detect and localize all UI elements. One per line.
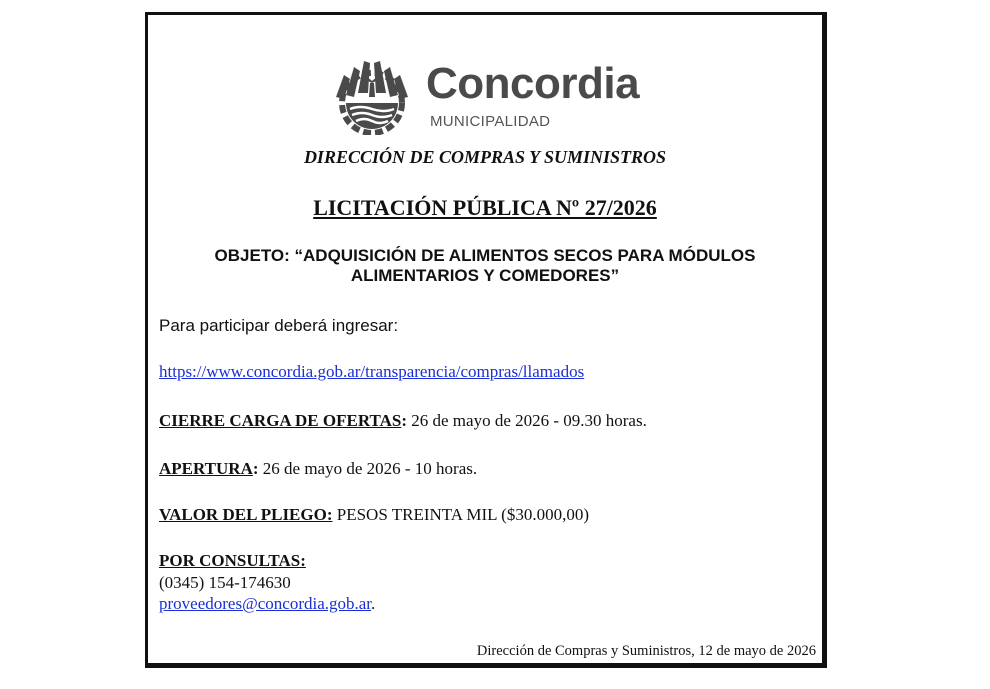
intro-text: Para participar deberá ingresar: [159,316,399,335]
concordia-logo [326,53,640,135]
contact-email-row [159,594,375,614]
price-row [159,505,589,525]
contact-label-row [159,551,306,571]
tender-link[interactable]: https://www.concordia.gob.ar/transparencia/compras/llamados [159,362,585,381]
contact-email-link[interactable]: proveedores@concordia.gob.ar [159,594,372,613]
contact-phone: (0345) 154-174630 [159,573,291,592]
department-heading: DIRECCIÓN DE COMPRAS Y SUMINISTROS [303,147,667,167]
footer-signature: Dirección de Compras y Suministros, 12 de mayo de 2026 [476,643,816,659]
concordia-emblem-icon [326,53,418,135]
price-value: PESOS TREINTA MIL ($30.000,00) [332,505,589,524]
opening-date-row: APERTURA: 26 de mayo de 2026 - 10 horas. [159,459,478,478]
contact-label: POR CONSULTAS: [159,551,306,570]
price-label: VALOR DEL PLIEGO: [159,505,333,524]
opening-date-value: 26 de mayo de 2026 - 10 horas. [258,459,478,478]
tender-title-text: LICITACIÓN PÚBLICA Nº 27/2026 [313,195,657,220]
contact-email-suffix: . [371,594,376,613]
closing-date-row: CIERRE CARGA DE OFERTAS: 26 de mayo de 2026 - 09.30 horas. [159,411,647,430]
logo-name: Concordia [426,59,640,108]
closing-date-label: CIERRE CARGA DE OFERTAS [159,411,402,430]
opening-date-label: APERTURA [159,459,253,478]
tender-object-line1: OBJETO: “ADQUISICIÓN DE ALIMENTOS SECOS PARA MÓDULOS [214,246,756,265]
logo-subtitle: MUNICIPALIDAD [430,113,551,130]
closing-date-value: 26 de mayo de 2026 - 09.30 horas. [407,411,647,430]
tender-object-line2: ALIMENTARIOS Y COMEDORES” [350,266,620,285]
tender-title [148,195,822,221]
tender-object [148,246,822,286]
notice-frame [145,12,827,668]
